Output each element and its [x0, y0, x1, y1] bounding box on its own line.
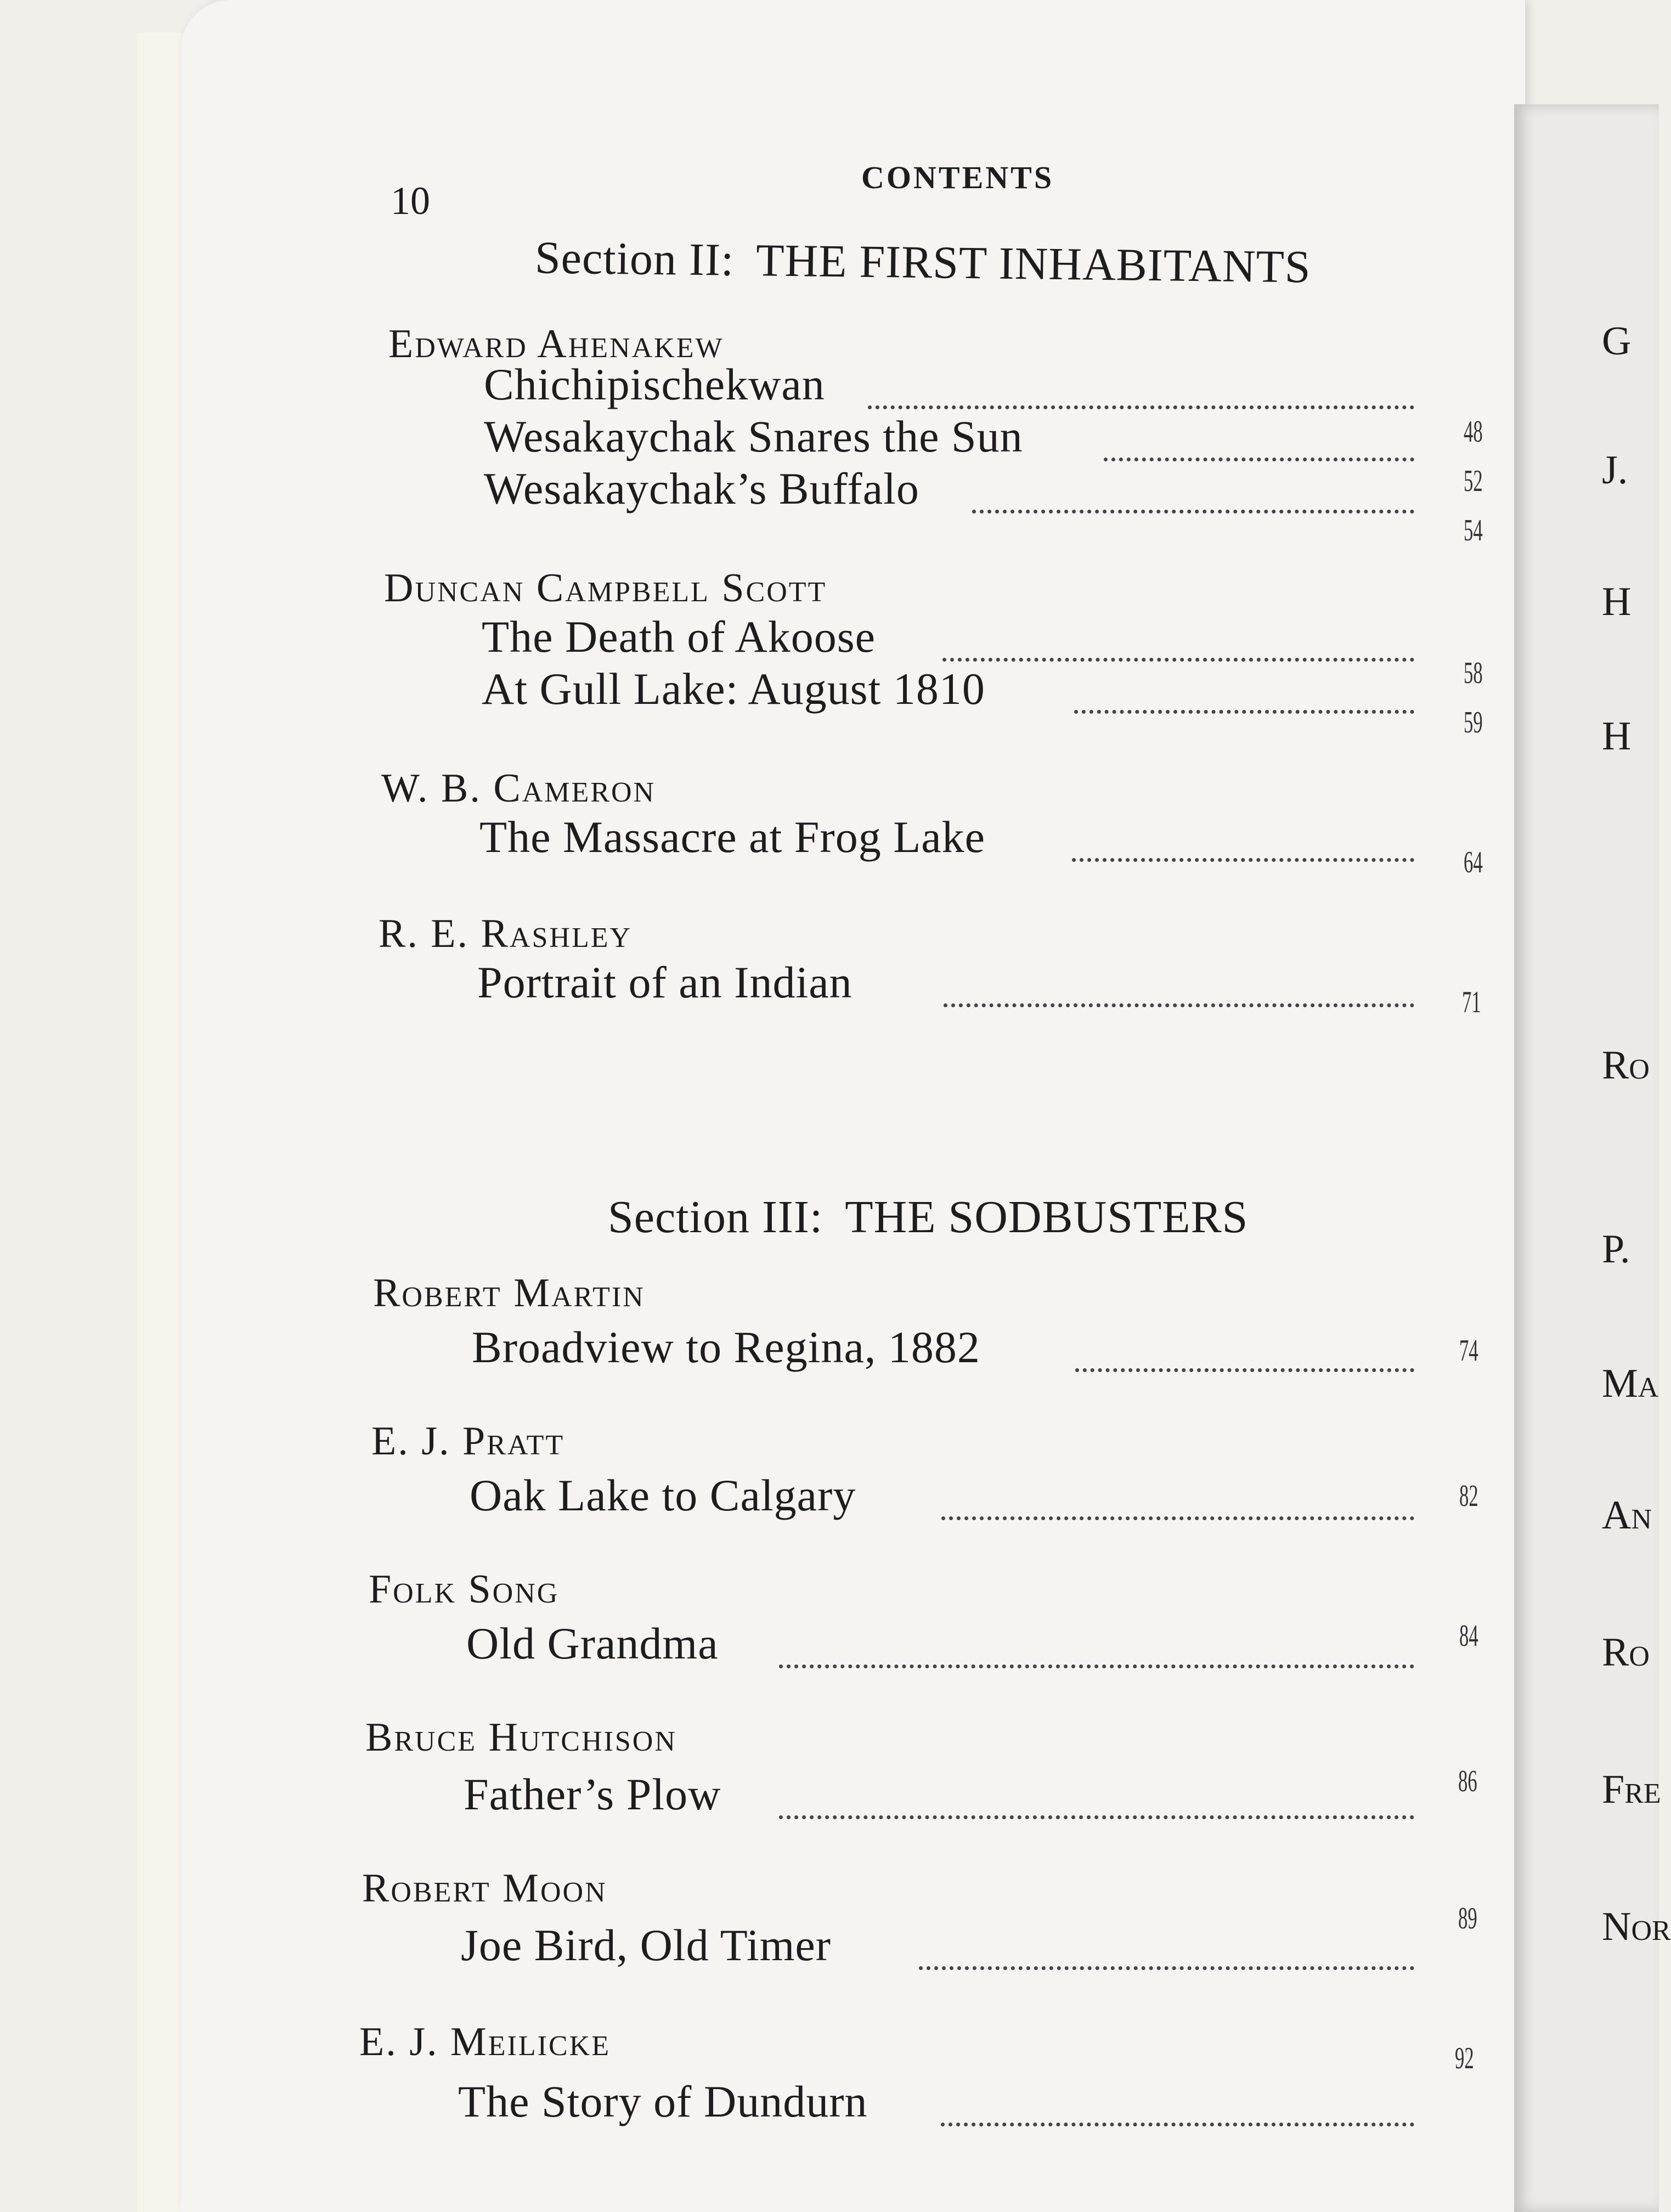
toc-entry[interactable]	[482, 664, 1414, 721]
dot-leader	[1104, 458, 1414, 461]
dot-leader	[1075, 1368, 1414, 1372]
facing-page-fragment: P.	[1602, 1227, 1630, 1272]
facing-page-fragment: H	[1602, 714, 1632, 759]
entry-title: The Story of Dundurn	[458, 2076, 868, 2126]
facing-page-fragment: H	[1602, 579, 1632, 624]
entry-title: Oak Lake to Calgary	[470, 1470, 856, 1520]
page-ref: 86	[1458, 1764, 1477, 1798]
dot-leader	[868, 405, 1414, 409]
page-ref: 84	[1459, 1619, 1478, 1653]
toc-entry[interactable]	[461, 1920, 1414, 1978]
dot-leader	[1074, 710, 1414, 714]
facing-page-fragment: Nor	[1602, 1904, 1671, 1949]
page-ref: 71	[1462, 985, 1481, 1019]
page-ref: 74	[1459, 1334, 1478, 1368]
entry-title: Joe Bird, Old Timer	[461, 1920, 832, 1970]
section-label: Section II:	[534, 232, 735, 286]
dot-leader	[941, 2123, 1414, 2126]
facing-page	[1514, 104, 1659, 2212]
toc-entry[interactable]	[466, 1618, 1414, 1676]
toc-entry[interactable]	[477, 957, 1414, 1015]
page-ref: 48	[1464, 415, 1483, 449]
section-name: THE FIRST INHABITANTS	[755, 235, 1312, 293]
toc-entry[interactable]	[479, 812, 1414, 870]
toc-entry[interactable]	[484, 359, 1414, 417]
running-head: CONTENTS	[861, 160, 1054, 195]
author-name: E. J. Pratt	[371, 1419, 565, 1464]
facing-page-fragment: G	[1602, 319, 1632, 364]
facing-page-fragment: Ma	[1602, 1361, 1659, 1406]
entry-title: Wesakaychak Snares the Sun	[484, 411, 1023, 461]
section-heading	[608, 1190, 1248, 1244]
author-name: E. J. Meilicke	[359, 2019, 611, 2064]
section-heading	[534, 231, 1311, 294]
entry-title: Wesakaychak’s Buffalo	[484, 464, 919, 514]
entry-title: Old Grandma	[466, 1618, 719, 1668]
page-ref: 59	[1464, 706, 1483, 740]
facing-page-fragment: An	[1602, 1493, 1652, 1538]
entry-title: Chichipischekwan	[484, 359, 825, 409]
entry-title: Portrait of an Indian	[477, 957, 853, 1007]
dot-leader	[941, 1516, 1414, 1520]
author-name: Robert Martin	[373, 1271, 645, 1316]
author-name: R. E. Rashley	[379, 911, 633, 956]
toc-entry[interactable]	[464, 1769, 1414, 1827]
dot-leader	[972, 510, 1414, 514]
dot-leader	[1072, 858, 1414, 862]
author-name: Robert Moon	[362, 1866, 607, 1911]
author-name: Edward Ahenakew	[388, 321, 724, 366]
facing-page-fragment: Ro	[1602, 1630, 1650, 1675]
dot-leader	[944, 1003, 1414, 1007]
entry-title: At Gull Lake: August 1810	[482, 664, 985, 714]
page-ref: 82	[1459, 1479, 1478, 1513]
toc-entry[interactable]	[472, 1322, 1414, 1380]
page-ref: 92	[1455, 2041, 1474, 2075]
dot-leader	[919, 1966, 1414, 1970]
page-ref: 54	[1464, 514, 1483, 548]
entry-title: The Massacre at Frog Lake	[479, 812, 986, 862]
toc-entry[interactable]	[458, 2076, 1414, 2134]
facing-page-fragment: Ro	[1602, 1043, 1650, 1088]
page-ref: 89	[1458, 1901, 1477, 1936]
entry-title: Broadview to Regina, 1882	[472, 1322, 980, 1372]
dot-leader	[779, 1815, 1414, 1819]
page-ref: 52	[1464, 464, 1483, 498]
toc-entry[interactable]	[484, 411, 1414, 469]
facing-page-fragment: Fre	[1602, 1767, 1661, 1812]
section-name: THE SODBUSTERS	[845, 1192, 1249, 1243]
page-ref: 58	[1464, 656, 1483, 690]
facing-page-fragment: J.	[1602, 448, 1628, 493]
page-ref: 64	[1464, 845, 1483, 879]
author-name: W. B. Cameron	[381, 766, 656, 811]
toc-entry[interactable]	[484, 464, 1414, 521]
page-number: 10	[391, 179, 430, 223]
section-label: Section III:	[608, 1192, 823, 1243]
dot-leader	[779, 1664, 1414, 1668]
toc-entry[interactable]	[482, 612, 1414, 669]
toc-entry[interactable]	[470, 1470, 1414, 1528]
author-name: Folk Song	[369, 1567, 560, 1612]
entry-title: The Death of Akoose	[482, 612, 876, 662]
entry-title: Father’s Plow	[464, 1769, 721, 1819]
author-name: Duncan Campbell Scott	[384, 566, 827, 611]
dot-leader	[942, 658, 1414, 662]
author-name: Bruce Hutchison	[365, 1715, 677, 1760]
